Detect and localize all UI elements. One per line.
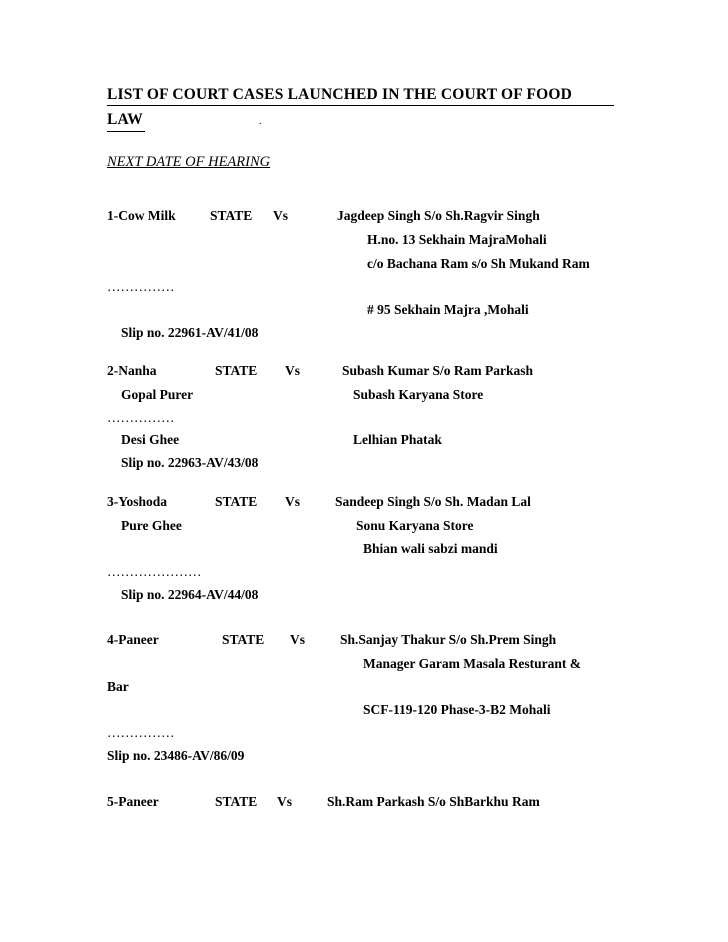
next-date-heading: NEXT DATE OF HEARING: [107, 154, 271, 170]
case-4-item: 4-Paneer: [107, 632, 159, 647]
case-4-address-1-wrap: Bar: [107, 679, 129, 694]
case-3-address-1: Sonu Karyana Store: [356, 518, 474, 533]
case-5-state: STATE: [215, 794, 258, 809]
case-5-vs: Vs: [277, 794, 293, 809]
case-3-vs: Vs: [285, 494, 301, 509]
case-2-date-placeholder: ……………: [107, 410, 175, 425]
title-underline: [107, 105, 614, 106]
case-5-item: 5-Paneer: [107, 794, 159, 809]
case-3-slip: Slip no. 22964-AV/44/08: [121, 587, 259, 602]
case-1-slip: Slip no. 22961-AV/41/08: [121, 325, 259, 340]
stray-mark: .: [259, 116, 262, 127]
page-title-line2: LAW: [107, 111, 143, 128]
case-4-date-placeholder: ……………: [107, 725, 175, 740]
case-2-address-1: Subash Karyana Store: [353, 387, 484, 402]
page-title-line1: LIST OF COURT CASES LAUNCHED IN THE COURT OF FOOD: [107, 86, 573, 103]
case-2-item-line2: Gopal Purer: [121, 387, 194, 402]
case-2-state: STATE: [215, 363, 258, 378]
case-1-address-1: H.no. 13 Sekhain MajraMohali: [367, 232, 547, 247]
case-3-address-2: Bhian wali sabzi mandi: [363, 541, 498, 556]
case-3-item-line2: Pure Ghee: [121, 518, 182, 533]
case-1-item: 1-Cow Milk: [107, 208, 176, 223]
case-2-vs: Vs: [285, 363, 301, 378]
case-3-item: 3-Yoshoda: [107, 494, 168, 509]
case-1-vs: Vs: [273, 208, 289, 223]
case-4-state: STATE: [222, 632, 265, 647]
case-1-state: STATE: [210, 208, 253, 223]
case-1-accused: Jagdeep Singh S/o Sh.Ragvir Singh: [337, 208, 540, 223]
case-1-date-placeholder: ……………: [107, 279, 175, 294]
case-4-address-2: SCF-119-120 Phase-3-B2 Mohali: [363, 702, 551, 717]
case-2-accused: Subash Kumar S/o Ram Parkash: [342, 363, 534, 378]
case-2-item: 2-Nanha: [107, 363, 157, 378]
case-4-accused: Sh.Sanjay Thakur S/o Sh.Prem Singh: [340, 632, 557, 647]
case-5-accused: Sh.Ram Parkash S/o ShBarkhu Ram: [327, 794, 540, 809]
case-2-address-2: Lelhian Phatak: [353, 432, 442, 447]
case-2-item-line3: Desi Ghee: [121, 432, 180, 447]
case-2-slip: Slip no. 22963-AV/43/08: [121, 455, 259, 470]
case-1-address-3: # 95 Sekhain Majra ,Mohali: [367, 302, 529, 317]
case-4-address-1: Manager Garam Masala Resturant &: [363, 656, 581, 671]
case-3-state: STATE: [215, 494, 258, 509]
case-3-date-placeholder: …………………: [107, 564, 202, 579]
title-line2-underline: [107, 131, 145, 132]
case-3-accused: Sandeep Singh S/o Sh. Madan Lal: [335, 494, 531, 509]
case-1-address-2: c/o Bachana Ram s/o Sh Mukand Ram: [367, 256, 590, 271]
case-4-vs: Vs: [290, 632, 306, 647]
case-4-slip: Slip no. 23486-AV/86/09: [107, 748, 245, 763]
